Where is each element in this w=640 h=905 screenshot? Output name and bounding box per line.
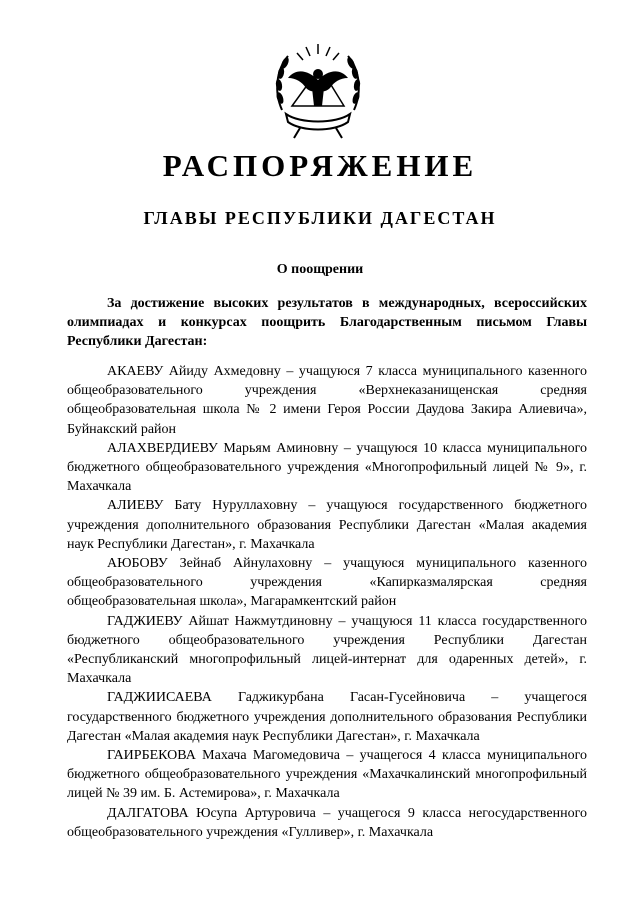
list-item: АКАЕВУ Айиду Ахмедовну – учащуюся 7 класса муниципального казенного общеобразовательного учреждения «Верхнеказанищенская средняя общеобразовательная школа № 2 имени Героя России Даудова Закира Алиевича», Буйнакский район <box>67 364 587 437</box>
coat-of-arms-emblem <box>270 40 366 140</box>
intro-paragraph: За достижение высоких результатов в международных, всероссийских олимпиадах и конкурсах поощрить Благодарственным письмом Главы Республики Дагестан: <box>67 296 587 349</box>
list-item: ДАЛГАТОВА Юсупа Артуровича – учащегося 9 класса негосударственного общеобразовательного учреждения «Гулливер», г. Махачкала <box>67 805 587 840</box>
list-item: ГАДЖИИСАЕВА Гаджикурбана Гасан-Гусейновича – учащегося государственного бюджетного учреждения дополнительного образования Республики Дагестан «Малая академия наук Республики Дагестан», г. Махачкала <box>67 690 587 744</box>
document-subject: О поощрении <box>276 262 364 277</box>
list-item: АЮБОВУ Зейнаб Айнулаховну – учащуюся муниципального казенного общеобразовательного учреждения «Капирказмалярская средняя общеобразовательная школа», Магарамкентский район <box>67 556 587 610</box>
list-item: ГАИРБЕКОВА Махача Магомедовича – учащегося 4 класса муниципального бюджетного общеобразовательного учреждения «Махачкалинский многопрофильный лицей № 39 им. Б. Астемирова», г. Махачкала <box>67 748 587 802</box>
list-item: АЛАХВЕРДИЕВУ Марьям Аминовну – учащуюся 10 класса муниципального бюджетного общеобразовательного учреждения «Многопрофильный лицей № 9», г. Махачкала <box>67 440 587 495</box>
list-item: АЛИЕВУ Бату Нуруллаховну – учащуюся государственного бюджетного учреждения дополнительного образования Республики Дагестан «Малая академия наук Республики Дагестан», г. Махачкала <box>67 498 587 552</box>
awardees-list <box>67 362 587 842</box>
list-item: ГАДЖИЕВУ Айшат Нажмутдиновну – учащуюся 11 класса государственного бюджетного общеобразовательного учреждения Республики Дагестан «Республиканский многопрофильный лицей-интернат для одаренных детей», г. Махачкала <box>67 613 587 687</box>
document-issuer: ГЛАВЫ РЕСПУБЛИКИ ДАГЕСТАН <box>143 208 497 228</box>
document-title: РАСПОРЯЖЕНИЕ <box>162 148 478 183</box>
